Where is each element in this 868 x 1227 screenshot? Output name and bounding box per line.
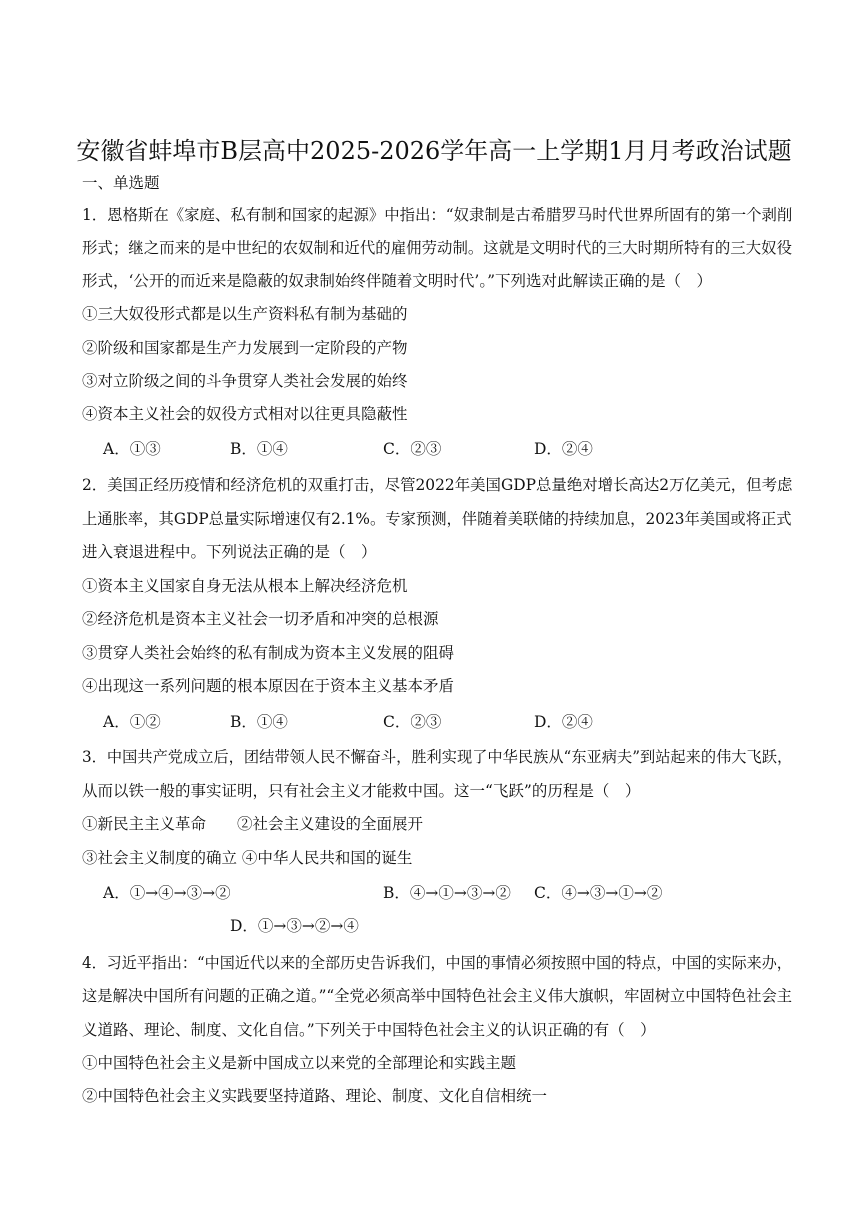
question-1-statement: ③对立阶级之间的斗争贯穿人类社会发展的始终 [82,372,408,390]
question-4-text-line: 这是解决中国所有问题的正确之道。”“全党必须高举中国特色社会主义伟大旗帜，牢固树立中国特色社会主 [82,987,793,1005]
question-1-option-a: A．①③ [103,440,161,458]
question-3-text-line: 从而以铁一般的事实证明，只有社会主义才能救中国。这一“飞跃”的历程是（ ） [82,782,641,800]
question-1-option-b: B．①④ [230,440,288,458]
question-3-option-d: D．①→③→②→④ [230,917,359,935]
question-1-text-line: 形式；继之而来的是中世纪的农奴制和近代的雇佣劳动制。这就是文明时代的三大时期所特有的三大奴役 [82,239,793,257]
question-2-text-line: 进入衰退进程中。下列说法正确的是（ ） [82,543,377,561]
question-4-text-line: 4．习近平指出：“中国近代以来的全部历史告诉我们，中国的事情必须按照中国的特点，中国的实际来办， [82,954,792,972]
question-2-text-line: 上通胀率，其GDP总量实际增速仅有2.1%。专家预测，伴随着美联储的持续加息，2023年美国或将正式 [82,510,792,528]
question-4-text-line: 义道路、理论、制度、文化自信。”下列关于中国特色社会主义的认识正确的有（ ） [82,1021,656,1039]
question-1-statement: ④资本主义社会的奴役方式相对以往更具隐蔽性 [82,405,408,423]
question-2-option-c: C．②③ [383,713,442,731]
question-2-option-a: A．①② [103,713,161,731]
question-2-statement: ①资本主义国家自身无法从根本上解决经济危机 [82,577,408,595]
question-3-statement: ③社会主义制度的确立 ④中华人民共和国的诞生 [82,849,413,867]
question-2-option-b: B．①④ [230,713,288,731]
question-1-statement: ①三大奴役形式都是以生产资料私有制为基础的 [82,305,408,323]
question-2-statement: ④出现这一系列问题的根本原因在于资本主义基本矛盾 [82,677,455,695]
question-1-option-c: C．②③ [383,440,442,458]
question-2-text-line: 2．美国正经历疫情和经济危机的双重打击，尽管2022年美国GDP总量绝对增长高达2万亿美元，但考虑 [82,476,793,494]
question-2-statement: ②经济危机是资本主义社会一切矛盾和冲突的总根源 [82,610,439,628]
section-heading: 一、单选题 [82,174,160,192]
question-3-option-a: A．①→④→③→② [103,884,231,902]
question-3-option-b: B．④→①→③→② [383,884,511,902]
exam-title: 安徽省蚌埠市B层高中2025-2026学年高一上学期1月月考政治试题 [76,137,792,165]
question-4-statement: ①中国特色社会主义是新中国成立以来党的全部理论和实践主题 [82,1054,517,1072]
question-1-text-line: 形式，‘公开的而近来是隐蔽的奴隶制始终伴随着文明时代’。”下列选对此解读正确的是（ ） [82,272,713,290]
question-3-statement: ①新民主主义革命 ②社会主义建设的全面展开 [82,815,424,833]
question-1-statement: ②阶级和国家都是生产力发展到一定阶段的产物 [82,339,408,357]
question-1-option-d: D．②④ [534,440,593,458]
question-3-option-c: C．④→③→①→② [534,884,663,902]
question-3-text-line: 3．中国共产党成立后，团结带领人民不懈奋斗，胜利实现了中华民族从“东亚病夫”到站起来的伟大飞跃， [82,748,793,766]
question-4-statement: ②中国特色社会主义实践要坚持道路、理论、制度、文化自信相统一 [82,1087,548,1105]
question-2-option-d: D．②④ [534,713,593,731]
question-2-statement: ③贯穿人类社会始终的私有制成为资本主义发展的阻碍 [82,644,455,662]
question-1-text-line: 1．恩格斯在《家庭、私有制和国家的起源》中指出：“奴隶制是古希腊罗马时代世界所固有的第一个剥削 [82,206,793,224]
